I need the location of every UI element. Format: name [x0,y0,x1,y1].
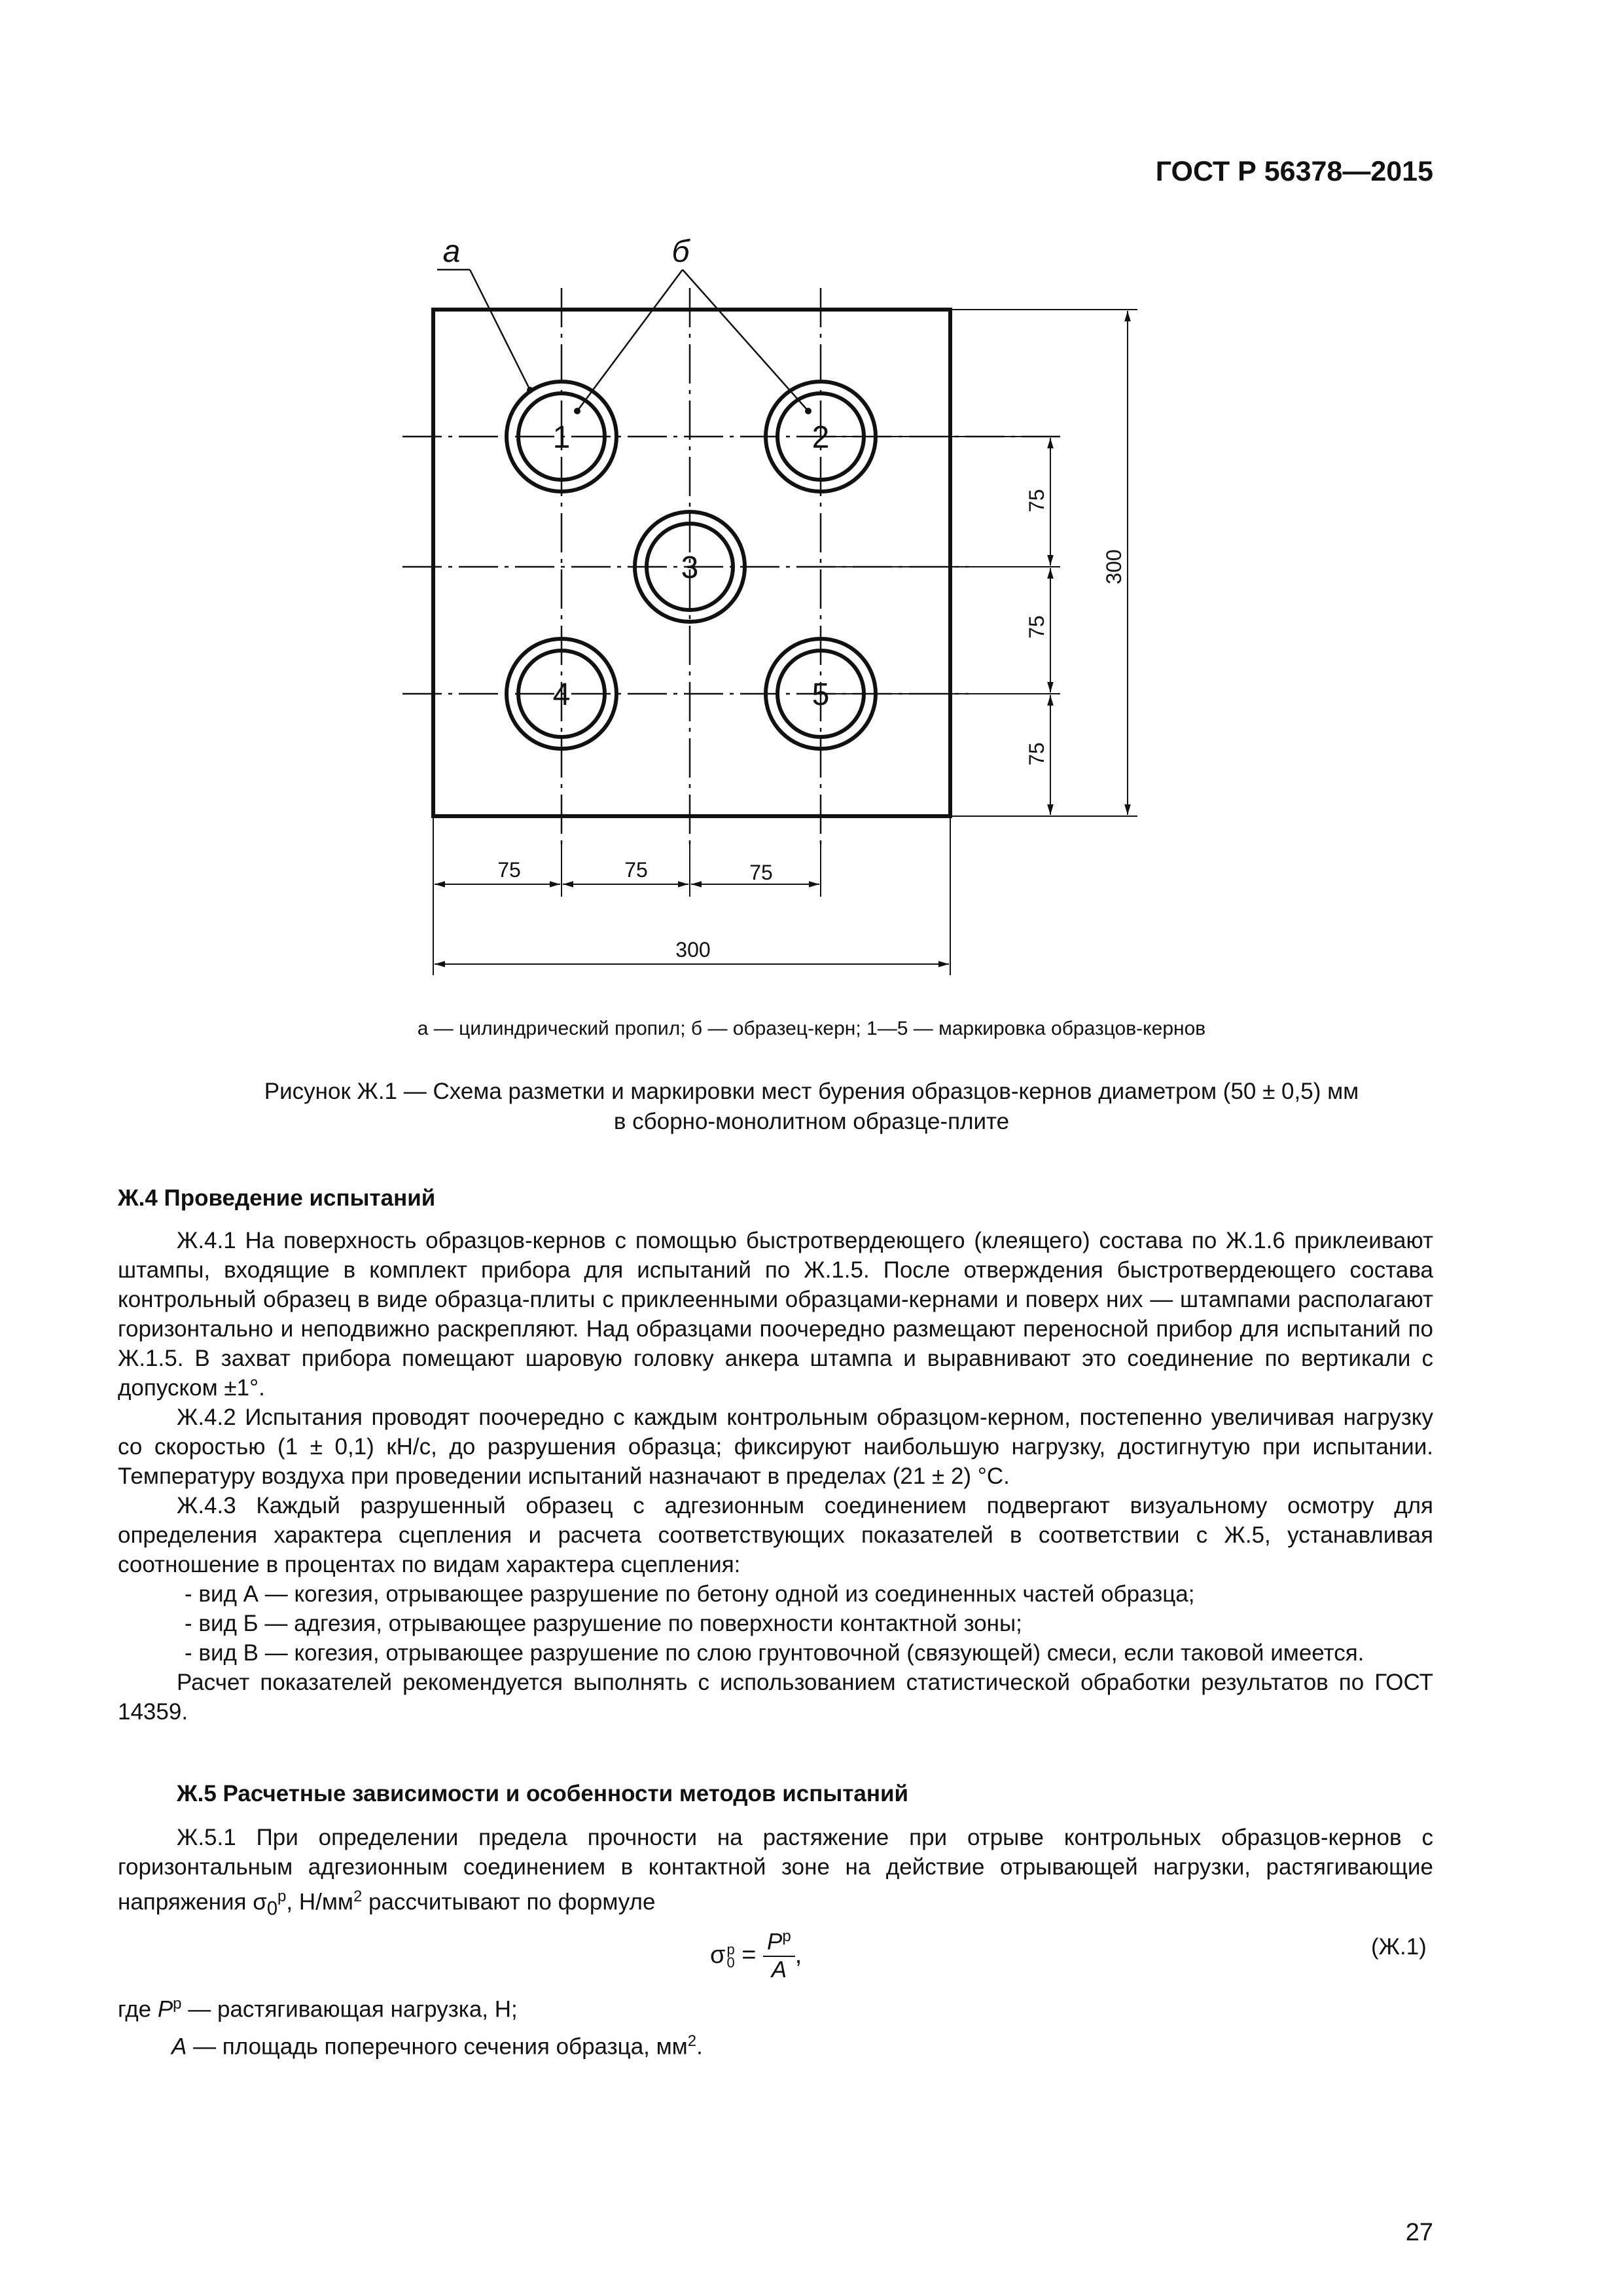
core-label-3: 3 [681,550,699,585]
definition-p [118,1988,1433,2026]
paragraph-4-4: Расчет показателей рекомендуется выполнять с использованием статистической обработки результатов по ГОСТ 14359. [118,1670,1433,1725]
list-item-type-v: - вид В — когезия, отрывающее разрушение по слою грунтовочной (связующей) смеси, если таковой имеется. [185,1640,1364,1666]
paragraph-5-1 [118,1823,1433,1924]
formula-equals: = [734,1941,764,1969]
formula-p-sup: р [782,1928,791,1945]
paragraph-4-1: Ж.4.1 На поверхность образцов-кернов с помощью быстротвердеющего (клеящего) состава по Ж.1.6 приклеивают штампы, входящие в комплект прибора для испытаний по Ж.1.5. После отверждения быстротвердеющего состава контрольный образец в виде образца-плиты с приклеенными образцами-кернами и поверх них — штампами располагают горизонтально и неподвижно раскрепляют. Над образцами поочередно размещают переносной прибор для испытаний по Ж.1.5. В захват прибора помещают шаровую головку анкера штампа и выравнивают это соединение по вертикали с допуском ±1°. [118,1228,1433,1401]
definition-a-sup: 2 [687,2032,697,2050]
formula-sigma-sub: 0 [726,1954,735,1971]
formula-number: (Ж.1) [1371,1934,1427,1960]
definition-p-sup: р [173,1995,182,2013]
callout-a: а [442,234,461,269]
section-5-heading-text: Ж.5 Расчетные зависимости и особенности методов испытаний [177,1781,909,1806]
core-label-2: 2 [812,420,830,455]
definition-a-text: — площадь поперечного сечения образца, мм [187,2034,688,2060]
core-label-4: 4 [552,677,571,712]
formula-p: P [767,1929,783,1955]
sigma-subscript: 0 [266,1898,278,1920]
dim-label-v1: 75 [1025,489,1048,512]
formula-sigma-sup: р [726,1941,735,1958]
core-label-5: 5 [812,677,830,712]
sigma-superscript: р [277,1888,287,1905]
definition-a-symbol: A [171,2034,187,2060]
document-header: ГОСТ Р 56378—2015 [1155,156,1433,187]
formula-numerator [763,1928,795,1957]
section-4-heading: Ж.4 Проведение испытаний [118,1185,436,1211]
paragraph-4-3: Ж.4.3 Каждый разрушенный образец с адгезионным соединением подвергают визуальному осмотру для определения характера сцепления и расчета соответствующих показателей в соответствии с Ж.5, устанавливая соотношение в процентах по видам характера сцепления: [118,1493,1433,1577]
unit-superscript: 2 [353,1888,363,1905]
paragraph-5-1-text: Ж.5.1 При определении предела прочности на растяжение при отрыве контрольных образцов-кернов с горизонтальным адгезионным соединением в контактной зоне на действие отрывающей нагрузки, растягивающие напряжения σ [118,1825,1433,1915]
definition-prefix: где [118,1996,158,2022]
list-item-type-b: - вид Б — адгезия, отрывающее разрушение по поверхности контактной зоны; [185,1611,1022,1636]
section-5-heading [118,1779,1433,1808]
formula-fraction [763,1928,795,1983]
formula-zh1 [710,1928,802,1983]
core-drilling-diagram [0,0,1623,1008]
dimension-lines [435,311,1128,964]
figure-caption-line-2: в сборно-монолитном образце-плите [613,1109,1010,1134]
dim-label-v-total: 300 [1102,549,1126,584]
dim-label-v3: 75 [1025,742,1048,766]
definition-p-symbol: P [157,1996,173,2022]
core-label-1: 1 [552,420,571,455]
formula-lhs [710,1941,735,1969]
formula-comma: , [794,1941,802,1969]
section-4 [118,1183,1433,1727]
dim-label-h-total: 300 [675,938,711,961]
definition-p-text: — растягивающая нагрузка, Н; [181,1996,518,2022]
definition-a [118,2026,1433,2063]
section-5 [118,1779,1433,1924]
figure-legend: а — цилиндрический пропил; б — образец-керн; 1—5 — маркировка образцов-кернов [417,1018,1206,1039]
paragraph-4-2: Ж.4.2 Испытания проводят поочередно с каждым контрольным образцом-керном, постепенно увеличивая нагрузку со скоростью (1 ± 0,1) кН/с, до разрушения образца; фиксируют наибольшую нагрузку, достигнутую при испытании. Температуру воздуха при проведении испытаний назначают в пределах (21 ± 2) °С. [118,1405,1433,1489]
formula-definitions [118,1988,1433,2062]
dim-label-h1: 75 [497,858,521,882]
callout-b: б [671,234,690,269]
list-item-type-a: - вид А — когезия, отрывающее разрушение по бетону одной из соединенных частей образца; [185,1581,1195,1607]
formula-sigma: σ [710,1941,726,1969]
dim-label-h3: 75 [749,861,773,884]
unit-text: , Н/мм [286,1889,353,1915]
paragraph-5-1-tail: рассчитывают по формуле [362,1889,656,1915]
page-number: 27 [1405,2219,1433,2246]
figure-caption-line-1: Рисунок Ж.1 — Схема разметки и маркировки мест бурения образцов-кернов диаметром (50 ± 0,5) мм [264,1079,1359,1104]
dim-label-h2: 75 [624,858,648,882]
dim-label-v2: 75 [1025,615,1048,639]
definition-a-end: . [696,2034,703,2060]
formula-denominator: A [771,1956,787,1982]
leader-lines [437,270,808,411]
